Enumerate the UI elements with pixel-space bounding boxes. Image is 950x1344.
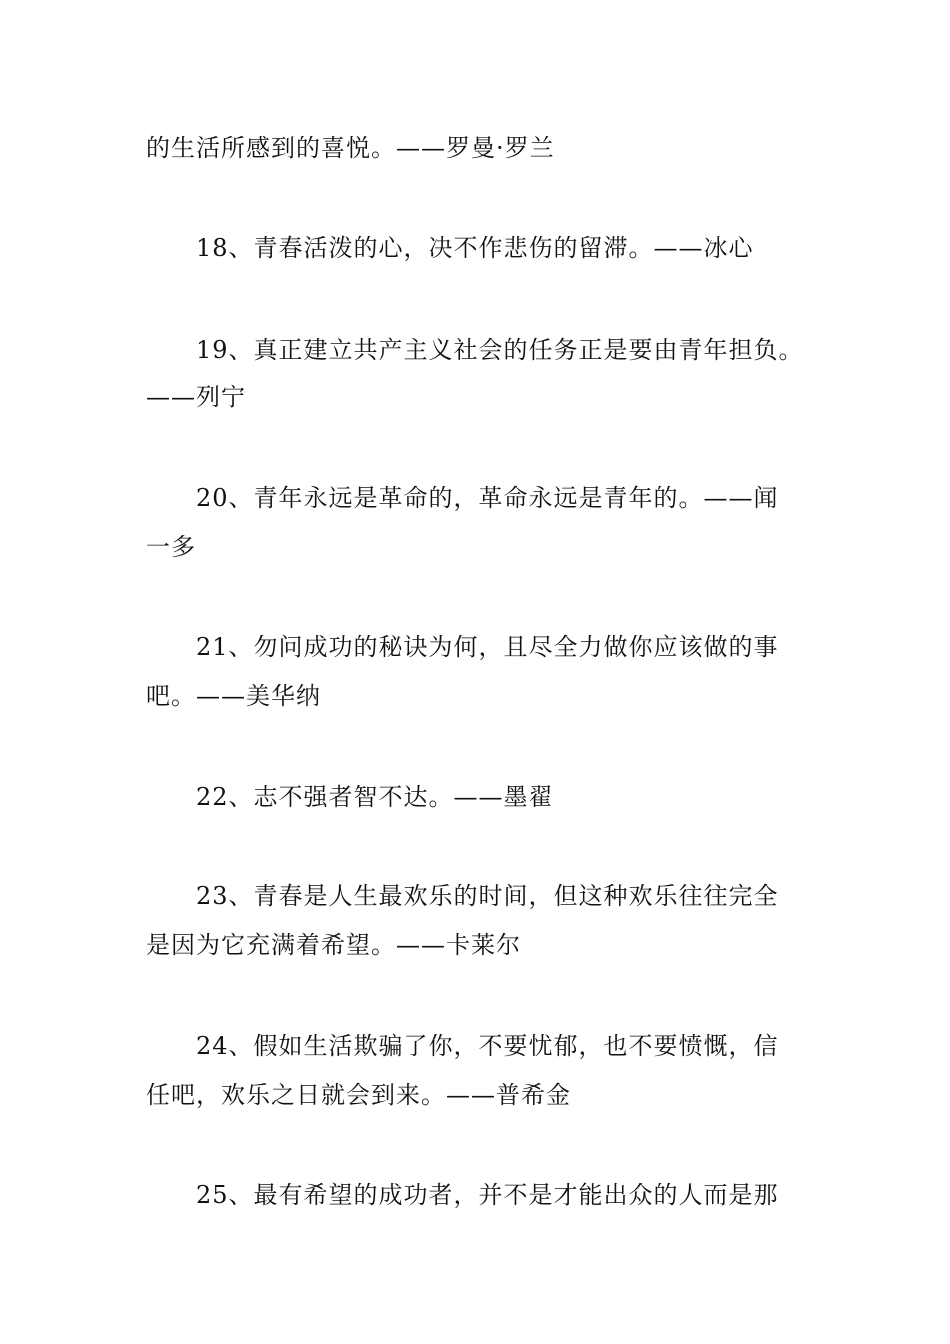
quote-20: 20、青年永远是革命的，革命永远是青年的。——闻: [196, 484, 779, 512]
quote-25: 25、最有希望的成功者，并不是才能出众的人而是那: [196, 1181, 779, 1209]
quote-19: 19、真正建立共产主义社会的任务正是要由青年担负。: [196, 336, 804, 364]
quote-21: 21、勿问成功的秘诀为何，且尽全力做你应该做的事: [196, 633, 779, 661]
quote-22: 22、志不强者智不达。——墨翟: [196, 783, 554, 811]
text-line: 吧。——美华纳: [146, 682, 321, 710]
text-line: 一多: [146, 533, 196, 561]
text-line: ——列宁: [146, 383, 246, 411]
text-line: 任吧，欢乐之日就会到来。——普希金: [146, 1081, 571, 1109]
text-line: 是因为它充满着希望。——卡莱尔: [146, 931, 521, 959]
text-line: 的生活所感到的喜悦。——罗曼·罗兰: [146, 134, 555, 162]
quote-24: 24、假如生活欺骗了你，不要忧郁，也不要愤慨，信: [196, 1032, 779, 1060]
quote-23: 23、青春是人生最欢乐的时间，但这种欢乐往往完全: [196, 882, 779, 910]
quote-18: 18、青春活泼的心，决不作悲伤的留滞。——冰心: [196, 234, 754, 262]
